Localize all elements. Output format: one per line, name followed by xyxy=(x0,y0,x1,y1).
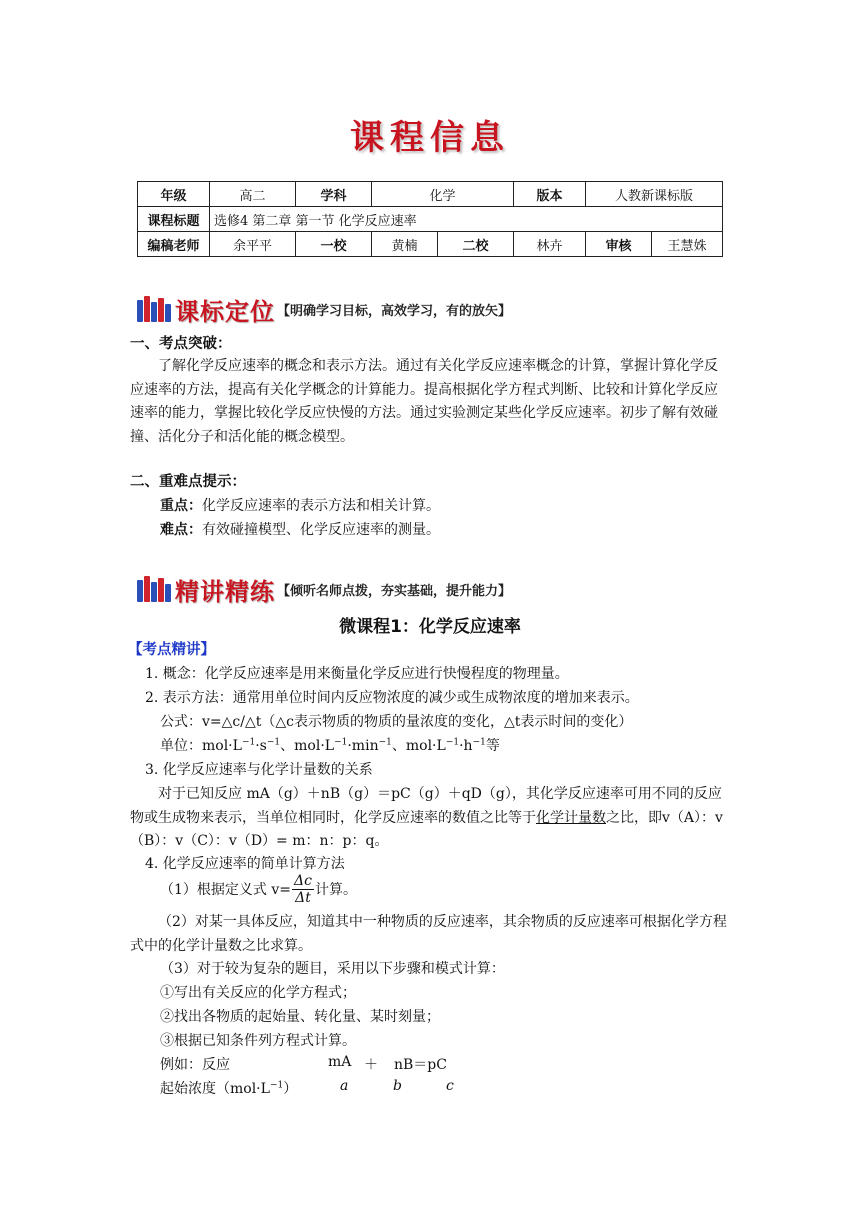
lesson-title: 微课程1：化学反应速率 xyxy=(339,617,521,637)
calc-method-2: （2）对某一具体反应，知道其中一种物质的反应速率，其余物质的反应速率可根据化学方程式中的化学计量数之比求算。 xyxy=(130,914,727,954)
course-label: 课程标题 xyxy=(138,207,210,232)
grade-label: 年级 xyxy=(138,182,210,207)
step-2: ②找出各物质的起始量、转化量、某时刻量； xyxy=(160,1009,440,1025)
subject-label: 学科 xyxy=(296,182,372,207)
item-2: 2. 表示方法：通常用单位时间内反应物浓度的减少或生成物浓度的增加来表示。 xyxy=(145,690,639,706)
review-value: 王慧姝 xyxy=(652,232,723,257)
banner-lecture xyxy=(137,574,511,604)
item-4: 4. 化学反应速率的简单计算方法 xyxy=(145,856,345,872)
fraction: $\frac{\Delta c}{\Delta t}$ xyxy=(294,872,312,906)
banner-title: 精讲精练 xyxy=(175,577,275,606)
banner-subtitle: 【倾听名师点拨，夯实基础，提升能力】 xyxy=(277,583,512,599)
key-point: 重点：化学反应速率的表示方法和相关计算。 xyxy=(160,498,440,514)
initial-a: a xyxy=(340,1078,349,1094)
example-label: 例如：反应 xyxy=(160,1057,230,1073)
banner-subtitle: 【明确学习目标，高效学习，有的放矢】 xyxy=(277,303,512,319)
step-3: ③根据已知条件列方程式计算。 xyxy=(160,1033,356,1049)
underlined-term: 化学计量数 xyxy=(536,809,606,826)
edition-label: 版本 xyxy=(514,182,586,207)
school1-label: 一校 xyxy=(296,232,372,257)
section-paragraph: 了解化学反应速率的概念和表示方法。通过有关化学反应速率概念的计算，掌握计算化学反应速率的方法，提高有关化学概念的计算能力。提高根据化学方程式判断、比较和计算化学反应速率的能力，掌握比较化学反应快慢的方法。通过实验测定某些化学反应速率。初步了解有效碰撞、活化分子和活化能的概念模型。 xyxy=(130,358,718,445)
subject-value: 化学 xyxy=(372,182,514,207)
banner-curriculum xyxy=(137,294,511,324)
review-label: 审核 xyxy=(586,232,652,257)
kaodian-label: 【考点精讲】 xyxy=(128,642,215,658)
calc-method-3: （3）对于较为复杂的题目，采用以下步骤和模式计算： xyxy=(160,961,505,977)
section-heading: 二、重难点提示： xyxy=(130,474,246,490)
books-icon xyxy=(137,296,171,322)
section-heading: 一、考点突破： xyxy=(130,336,232,352)
editor-label: 编稿老师 xyxy=(138,232,210,257)
table-row xyxy=(138,182,723,207)
grade-value: 高二 xyxy=(210,182,296,207)
course-info-table xyxy=(137,181,723,257)
page-title: 课程信息 xyxy=(350,118,510,158)
calc-method-1: （1）根据定义式 v= $\frac{\Delta c}{\Delta t}$ 计算。 xyxy=(160,872,357,906)
school2-value: 林卉 xyxy=(514,232,586,257)
initial-c: c xyxy=(446,1078,454,1094)
initial-conc-label: 起始浓度$(mol\cdot L^{-1})$ xyxy=(160,1080,298,1097)
example-nB-pC: nB＝pC xyxy=(394,1057,447,1073)
item-3-paragraph: 对于已知反应 mA（g）＋nB（g）＝pC（g）＋qD（g），其化学反应速率可用不同的反应物或生成物来表示，当单位相同时，化学反应速率的数值之比等于化学计量数之比，即v（A）：v（B）：v（C）：v（D）= m：n：p：q。 xyxy=(130,786,723,849)
course-value: 选修4 第二章 第一节 化学反应速率 xyxy=(210,207,723,232)
initial-b: b xyxy=(393,1078,402,1094)
item-3: 3. 化学反应速率与化学计量数的关系 xyxy=(145,762,373,778)
formula-line: 公式：v=△c/△t（△c表示物质的物质的量浓度的变化，△t表示时间的变化） xyxy=(160,714,633,730)
table-row xyxy=(138,232,723,257)
example-plus: ＋ xyxy=(364,1057,378,1073)
edition-value: 人教新课标版 xyxy=(586,182,723,207)
unit-line: 单位：$mol\cdot L^{-1}\cdot s^{-1}$、$mol\cdot L^{-1}\cdot\min^{-1}$、$mol\cdot L^{-1}\cdot h^{-1}$等 xyxy=(160,737,500,754)
school1-value: 黄楠 xyxy=(372,232,438,257)
difficult-point: 难点：有效碰撞模型、化学反应速率的测量。 xyxy=(160,522,440,538)
books-icon xyxy=(137,576,171,602)
example-mA: mA xyxy=(328,1054,352,1070)
step-1: ①写出有关反应的化学方程式； xyxy=(160,985,356,1001)
banner-title: 课标定位 xyxy=(175,297,275,326)
editor-value: 余平平 xyxy=(210,232,296,257)
school2-label: 二校 xyxy=(438,232,514,257)
table-row xyxy=(138,207,723,232)
item-1: 1. 概念：化学反应速率是用来衡量化学反应进行快慢程度的物理量。 xyxy=(145,666,569,682)
